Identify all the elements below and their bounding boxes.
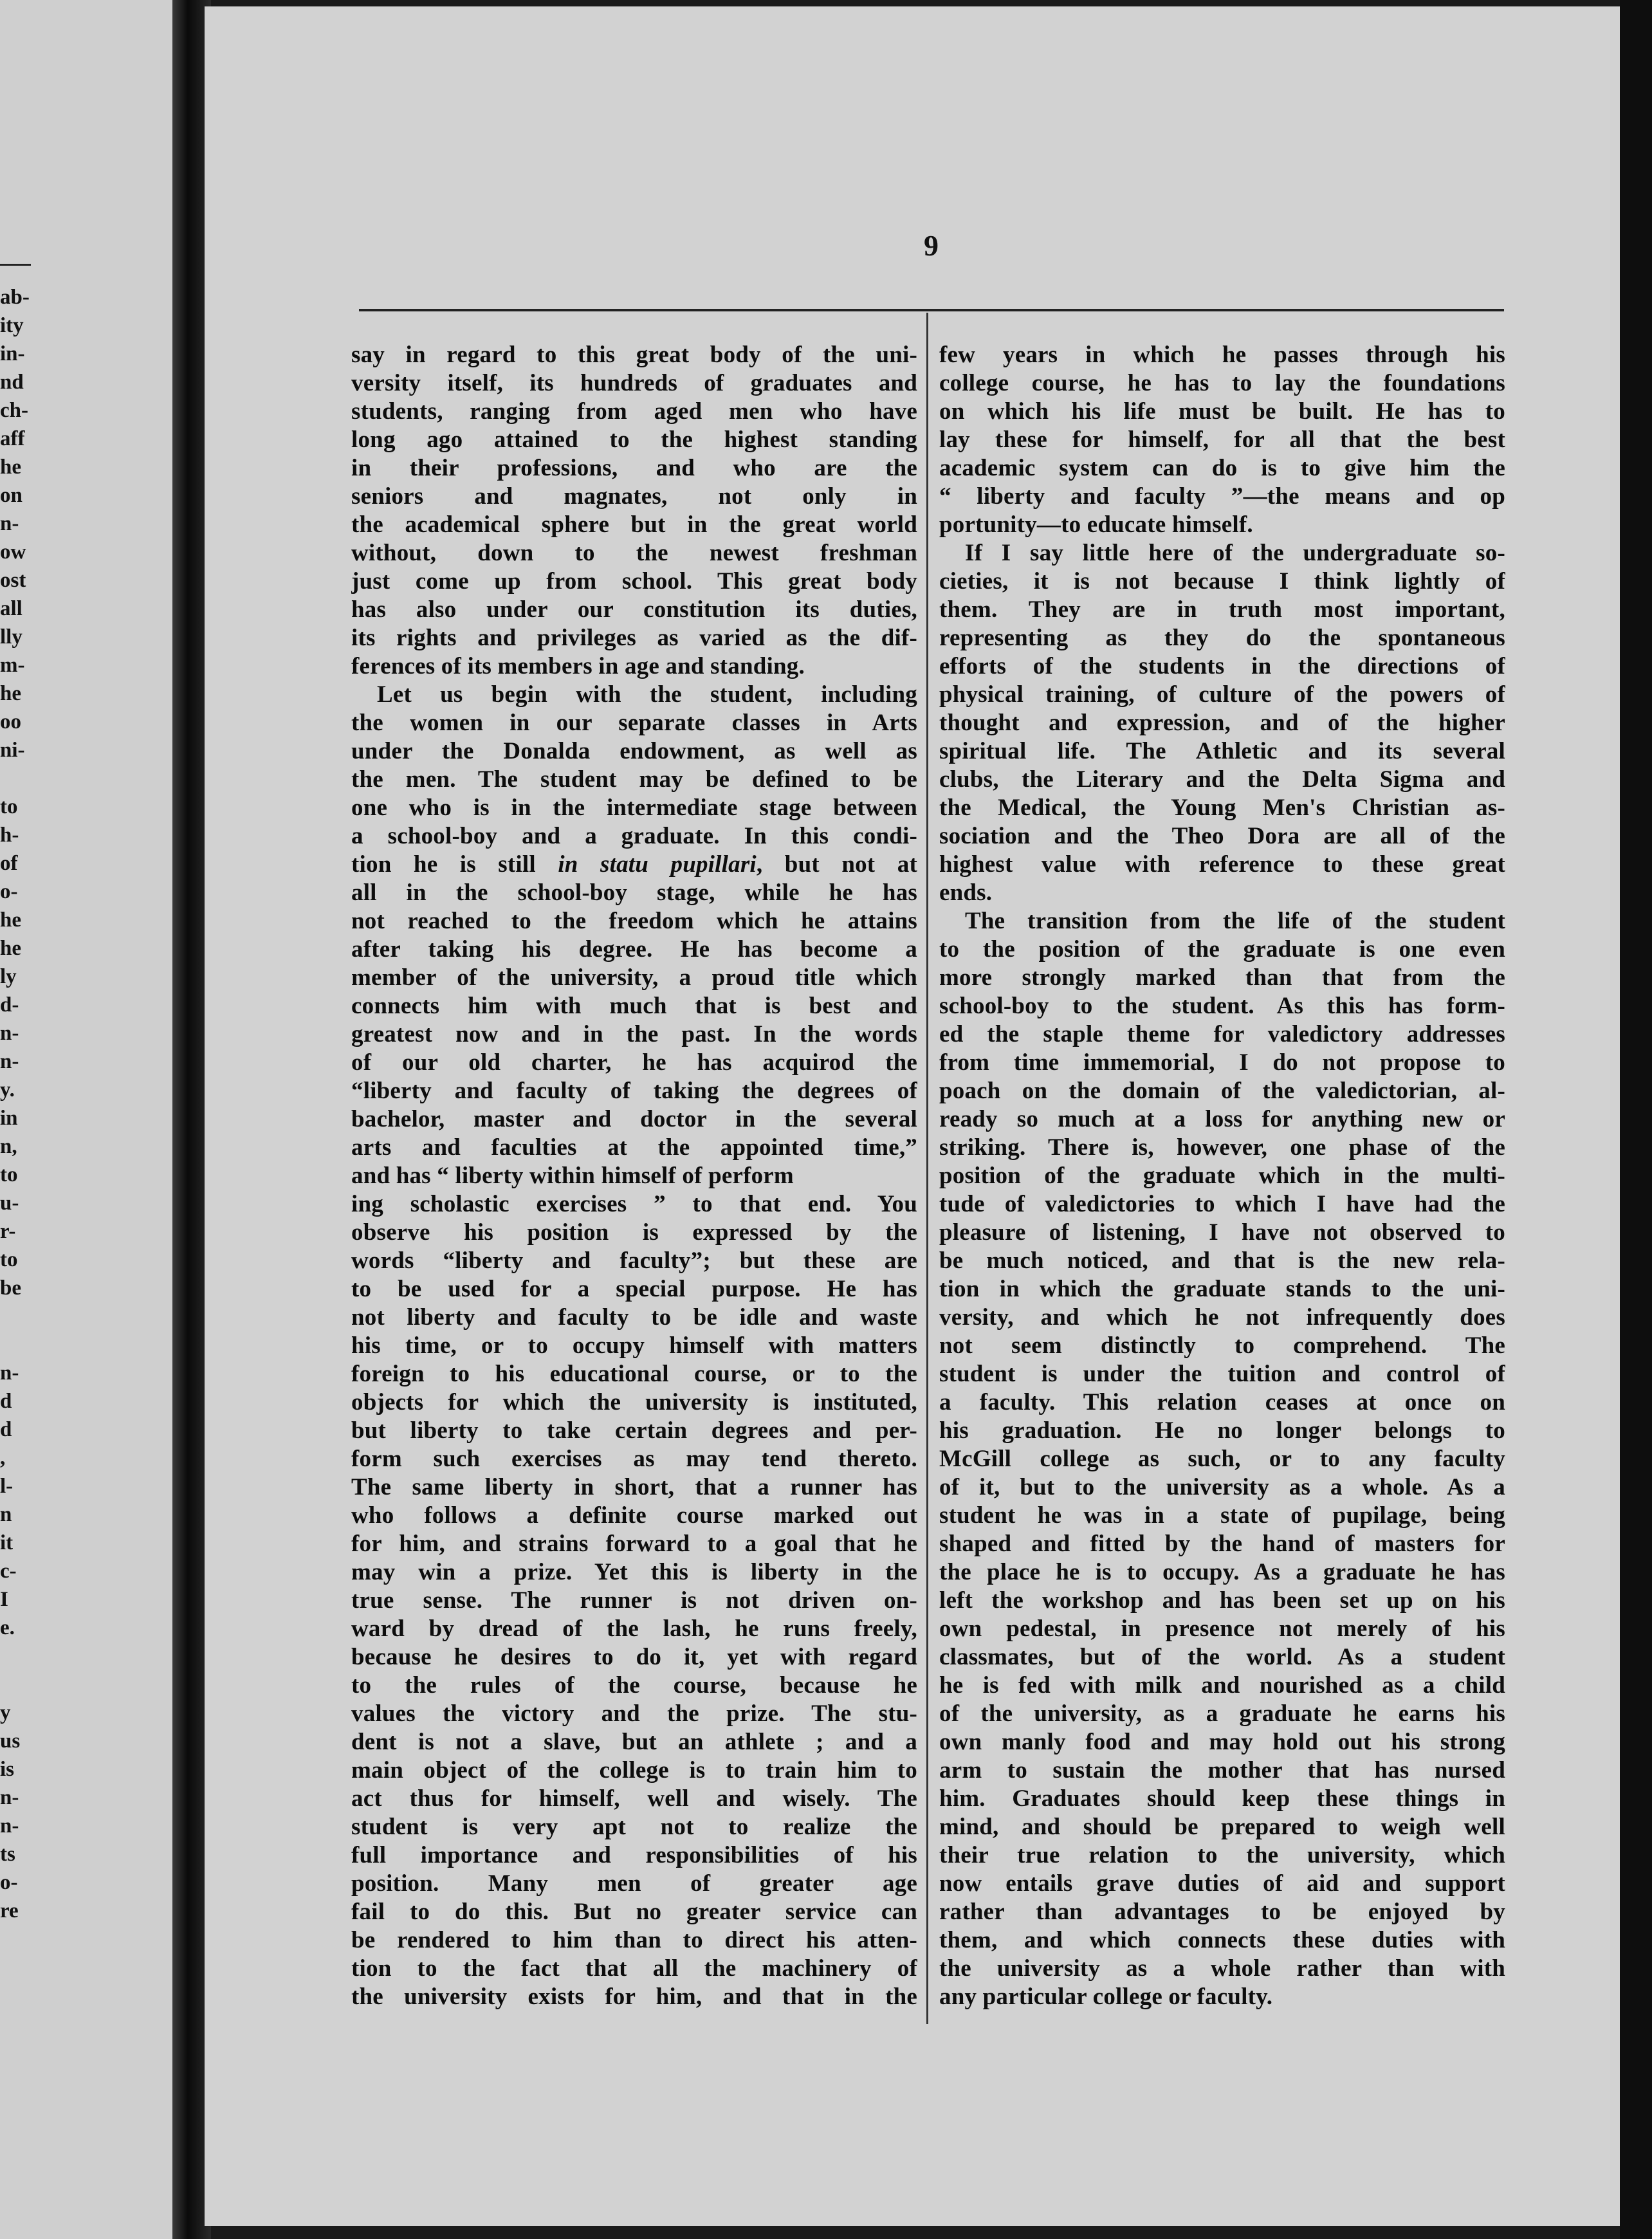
- text-line: one who is in the intermediate stage between: [351, 795, 917, 821]
- previous-page-fragment: c-: [0, 1560, 17, 1583]
- text-line: words “liberty and faculty”; but these are: [351, 1248, 917, 1274]
- text-line: academic system can do is to give him the: [939, 455, 1505, 481]
- previous-page-fragment: n-: [0, 1050, 19, 1073]
- text-line: a faculty. This relation ceases at once on: [939, 1389, 1505, 1415]
- previous-page-fragment: [0, 1642, 39, 1670]
- text-line: true sense. The runner is not driven on-: [351, 1587, 917, 1614]
- text-line: student he was in a state of pupilage, being: [939, 1502, 1505, 1529]
- text-line: for him, and strains forward to a goal that he: [351, 1531, 917, 1557]
- left-column: [351, 341, 917, 2011]
- page: [205, 6, 1620, 2226]
- text-line: lay these for himself, for all that the best: [939, 427, 1505, 453]
- text-line: striking. There is, however, one phase of the: [939, 1134, 1505, 1161]
- text-line: pleasure of listening, I have not observed to: [939, 1219, 1505, 1246]
- text-line: student is very apt not to realize the: [351, 1814, 917, 1840]
- text-line: the place he is to occupy. As a graduate he has: [939, 1559, 1505, 1585]
- text-line: its rights and privileges as varied as the dif-: [351, 625, 917, 651]
- previous-page-fragment: ity: [0, 314, 24, 337]
- previous-page-fragment: re: [0, 1899, 19, 1922]
- text-line: arm to sustain the mother that has nursed: [939, 1757, 1505, 1783]
- text-line: of our old charter, he has acquirod the: [351, 1049, 917, 1076]
- previous-page-fragment: o-: [0, 880, 18, 903]
- text-line: mind, and should be prepared to weigh well: [939, 1814, 1505, 1840]
- text-line: to the rules of the course, because he: [351, 1672, 917, 1699]
- previous-page-fragment: in: [0, 1107, 18, 1130]
- text-line: cieties, it is not because I think lightly of: [939, 568, 1505, 594]
- text-line: long ago attained to the highest standing: [351, 427, 917, 453]
- text-line: tion in which the graduate stands to the uni-: [939, 1276, 1505, 1302]
- text-line: left the workshop and has been set up on his: [939, 1587, 1505, 1614]
- previous-page-fragment: l-: [0, 1475, 14, 1498]
- previous-page-fragment: us: [0, 1729, 21, 1753]
- text-line: them. They are in truth most important,: [939, 596, 1505, 623]
- page-number: 9: [924, 229, 939, 262]
- text-line: the Medical, the Young Men's Christian as-: [939, 795, 1505, 821]
- previous-page-fragment: to: [0, 1163, 18, 1186]
- text-line: objects for which the university is instituted,: [351, 1389, 917, 1415]
- binding-strip: [0, 0, 187, 2239]
- previous-page-text-fragments: [0, 283, 39, 1925]
- previous-page-fragment: be: [0, 1276, 21, 1300]
- text-line: any particular college or faculty.: [939, 1984, 1273, 2010]
- text-line: to be used for a special purpose. He has: [351, 1276, 917, 1302]
- text-line: ed the staple theme for valedictory addresses: [939, 1021, 1505, 1047]
- text-line: representing as they do the spontaneous: [939, 625, 1505, 651]
- previous-page-fragment: he: [0, 937, 21, 960]
- text-line: own manly food and may hold out his strong: [939, 1729, 1505, 1755]
- previous-page-fragment: n,: [0, 1135, 17, 1158]
- previous-page-fragment: to: [0, 795, 18, 818]
- text-line: college course, he has to lay the foundations: [939, 370, 1505, 396]
- text-line: “liberty and faculty of taking the degrees of: [351, 1078, 917, 1104]
- previous-page-fragment: m-: [0, 654, 25, 677]
- previous-page-fragment: n-: [0, 1786, 19, 1809]
- text-line: to the position of the graduate is one even: [939, 936, 1505, 963]
- text-line: ward by dread of the lash, he runs freely,: [351, 1616, 917, 1642]
- text-line: students, ranging from aged men who have: [351, 398, 917, 425]
- text-line: not liberty and faculty to be idle and waste: [351, 1304, 917, 1331]
- previous-page-fragment: is: [0, 1758, 15, 1781]
- text-line: The same liberty in short, that a runner has: [351, 1474, 917, 1500]
- text-line: physical training, of culture of the powers of: [939, 681, 1505, 708]
- previous-page-fragment: he: [0, 908, 21, 932]
- previous-page-fragment: to: [0, 1248, 18, 1271]
- text-line: student is under the tuition and control of: [939, 1361, 1505, 1387]
- text-line: portunity—to educate himself.: [939, 511, 1253, 538]
- previous-page-fragment: e.: [0, 1616, 15, 1639]
- text-line: fail to do this. But no greater service can: [351, 1899, 917, 1925]
- previous-page-fragment: n-: [0, 1361, 19, 1385]
- text-line: their true relation to the university, which: [939, 1842, 1505, 1868]
- text-line: not seem distinctly to comprehend. The: [939, 1332, 1505, 1359]
- previous-page-fragment: ly: [0, 965, 17, 988]
- previous-page-fragment: ow: [0, 540, 26, 564]
- previous-page-fragment: ch-: [0, 399, 28, 422]
- text-line: few years in which he passes through his: [939, 342, 1505, 368]
- previous-page-fragment: [0, 764, 39, 793]
- previous-page-fragment: [0, 1670, 39, 1699]
- text-line: highest value with reference to these great: [939, 851, 1505, 878]
- previous-page-fragment: y.: [0, 1078, 15, 1101]
- previous-page-fragment: h-: [0, 824, 19, 847]
- text-line: the women in our separate classes in Arts: [351, 710, 917, 736]
- text-line: him. Graduates should keep these things in: [939, 1785, 1505, 1812]
- text-line: arts and faculties at the appointed time,”: [351, 1134, 917, 1161]
- text-line: but liberty to take certain degrees and per-: [351, 1417, 917, 1444]
- previous-page-fragment: o-: [0, 1871, 18, 1894]
- latin-phrase: in statu pupillari: [558, 851, 757, 878]
- previous-page-fragment: he: [0, 682, 21, 705]
- text-line: of the university, as a graduate he earns his: [939, 1700, 1505, 1727]
- text-line: clubs, the Literary and the Delta Sigma and: [939, 766, 1505, 793]
- text-line: form such exercises as may tend thereto.: [351, 1446, 917, 1472]
- text-line: Let us begin with the student, including: [377, 681, 917, 708]
- previous-page-fragment: I: [0, 1588, 8, 1611]
- text-line: sociation and the Theo Dora are all of the: [939, 823, 1505, 849]
- text-line: he is fed with milk and nourished as a child: [939, 1672, 1505, 1699]
- text-line: McGill college as such, or to any faculty: [939, 1446, 1505, 1472]
- text-line: full importance and responsibilities of his: [351, 1842, 917, 1868]
- text-line: connects him with much that is best and: [351, 993, 917, 1019]
- text-line: the university as a whole rather than with: [939, 1955, 1505, 1982]
- previous-page-fragment: n-: [0, 1814, 19, 1838]
- text-line: observe his position is expressed by the: [351, 1219, 917, 1246]
- previous-page-fragment: u-: [0, 1192, 19, 1215]
- text-line: main object of the college is to train him to: [351, 1757, 917, 1783]
- text-line: position. Many men of greater age: [351, 1870, 917, 1897]
- right-column: [939, 341, 1505, 2011]
- text-line: now entails grave duties of aid and support: [939, 1870, 1505, 1897]
- text-line: has also under our constitution its duties,: [351, 596, 917, 623]
- text-line: ends.: [939, 880, 993, 906]
- previous-page-fragment: n-: [0, 512, 19, 535]
- text-line: be rendered to him than to direct his atten-: [351, 1927, 917, 1953]
- text-line: versity, and which he not infrequently does: [939, 1304, 1505, 1331]
- text-line: act thus for himself, well and wisely. The: [351, 1785, 917, 1812]
- previous-page-fragment: n: [0, 1503, 12, 1526]
- text-line: ferences of its members in age and standing.: [351, 653, 805, 679]
- text-line: just come up from school. This great body: [351, 568, 917, 594]
- text-line: tion to the fact that all the machinery of: [351, 1955, 917, 1982]
- previous-page-fragment: r-: [0, 1220, 16, 1243]
- header-rule: [359, 309, 1504, 311]
- text-line: shaped and fitted by the hand of masters for: [939, 1531, 1505, 1557]
- text-line: on which his life must be built. He has to: [939, 398, 1505, 425]
- text-line: “ liberty and faculty ”—the means and op: [939, 483, 1505, 510]
- text-line: his time, or to occupy himself with matters: [351, 1332, 917, 1359]
- text-line: and has “ liberty within himself of perform: [351, 1163, 794, 1189]
- text-line: classmates, but of the world. As a student: [939, 1644, 1505, 1670]
- text-line: ing scholastic exercises ” to that end. You: [351, 1191, 917, 1217]
- previous-page-fragment: he: [0, 456, 21, 479]
- previous-page-fragment: on: [0, 484, 23, 507]
- column-divider: [926, 313, 928, 2024]
- previous-page-rule: [0, 264, 31, 266]
- text-line: If I say little here of the undergraduate so-: [965, 540, 1505, 566]
- text-line: more strongly marked than that from the: [939, 964, 1505, 991]
- previous-page-fragment: d-: [0, 993, 19, 1017]
- previous-page-fragment: ,: [0, 1446, 6, 1470]
- previous-page-fragment: nd: [0, 371, 24, 394]
- text-line: bachelor, master and doctor in the several: [351, 1106, 917, 1132]
- text-line: may win a prize. Yet this is liberty in the: [351, 1559, 917, 1585]
- text-line: seniors and magnates, not only in: [351, 483, 917, 510]
- text-line: from time immemorial, I do not propose to: [939, 1049, 1505, 1076]
- previous-page-fragment: lly: [0, 625, 23, 649]
- previous-page-fragment: ost: [0, 569, 26, 592]
- text-line: the university exists for him, and that in the: [351, 1984, 917, 2010]
- text-line: the academical sphere but in the great world: [351, 511, 917, 538]
- previous-page-fragment: [0, 1302, 39, 1331]
- text-line: the men. The student may be defined to be: [351, 766, 917, 793]
- text-line: tion he is still in statu pupillari, but not at: [351, 851, 917, 878]
- previous-page-fragment: d: [0, 1418, 12, 1441]
- text-line: poach on the domain of the valedictorian, al-: [939, 1078, 1505, 1104]
- text-line: position of the graduate which in the multi-: [939, 1163, 1505, 1189]
- text-line: spiritual life. The Athletic and its several: [939, 738, 1505, 764]
- text-line: who follows a definite course marked out: [351, 1502, 917, 1529]
- previous-page-fragment: aff: [0, 427, 25, 450]
- text-line: his graduation. He no longer belongs to: [939, 1417, 1505, 1444]
- previous-page-fragment: ts: [0, 1843, 15, 1866]
- previous-page-fragment: ab-: [0, 286, 30, 309]
- text-line: not reached to the freedom which he attains: [351, 908, 917, 934]
- previous-page-fragment: in-: [0, 342, 25, 365]
- text-line: foreign to his educational course, or to the: [351, 1361, 917, 1387]
- text-line: dent is not a slave, but an athlete ; and a: [351, 1729, 917, 1755]
- text-line: because he desires to do it, yet with regard: [351, 1644, 917, 1670]
- previous-page-fragment: d: [0, 1390, 12, 1413]
- text-line: rather than advantages to be enjoyed by: [939, 1899, 1505, 1925]
- text-line: The transition from the life of the student: [965, 908, 1505, 934]
- text-line: them, and which connects these duties with: [939, 1927, 1505, 1953]
- previous-page-fragment: all: [0, 597, 23, 620]
- text-line: all in the school-boy stage, while he has: [351, 880, 917, 906]
- text-line: tude of valedictories to which I have had the: [939, 1191, 1505, 1217]
- text-line: versity itself, its hundreds of graduates and: [351, 370, 917, 396]
- text-line: be much noticed, and that is the new rela-: [939, 1248, 1505, 1274]
- text-line: in their professions, and who are the: [351, 455, 917, 481]
- text-line: thought and expression, and of the higher: [939, 710, 1505, 736]
- text-line: say in regard to this great body of the uni-: [351, 342, 917, 368]
- previous-page-fragment: ni-: [0, 739, 25, 762]
- text-line: own pedestal, in presence not merely of his: [939, 1616, 1505, 1642]
- text-line: of it, but to the university as a whole. As a: [939, 1474, 1505, 1500]
- text-line: without, down to the newest freshman: [351, 540, 917, 566]
- text-line: ready so much at a loss for anything new or: [939, 1106, 1505, 1132]
- text-line: values the victory and the prize. The stu-: [351, 1700, 917, 1727]
- text-line: school-boy to the student. As this has form-: [939, 993, 1505, 1019]
- text-line: under the Donalda endowment, as well as: [351, 738, 917, 764]
- previous-page-fragment: of: [0, 852, 18, 875]
- previous-page-fragment: n-: [0, 1022, 19, 1045]
- text-line: efforts of the students in the directions of: [939, 653, 1505, 679]
- previous-page-fragment: y: [0, 1701, 11, 1724]
- previous-page-fragment: [0, 1331, 39, 1359]
- text-line: greatest now and in the past. In the words: [351, 1021, 917, 1047]
- text-line: after taking his degree. He has become a: [351, 936, 917, 963]
- previous-page-fragment: oo: [0, 710, 21, 733]
- page-right-edge: [1620, 0, 1652, 2239]
- text-line: member of the university, a proud title which: [351, 964, 917, 991]
- previous-page-fragment: it: [0, 1531, 14, 1554]
- text-line: a school-boy and a graduate. In this condi-: [351, 823, 917, 849]
